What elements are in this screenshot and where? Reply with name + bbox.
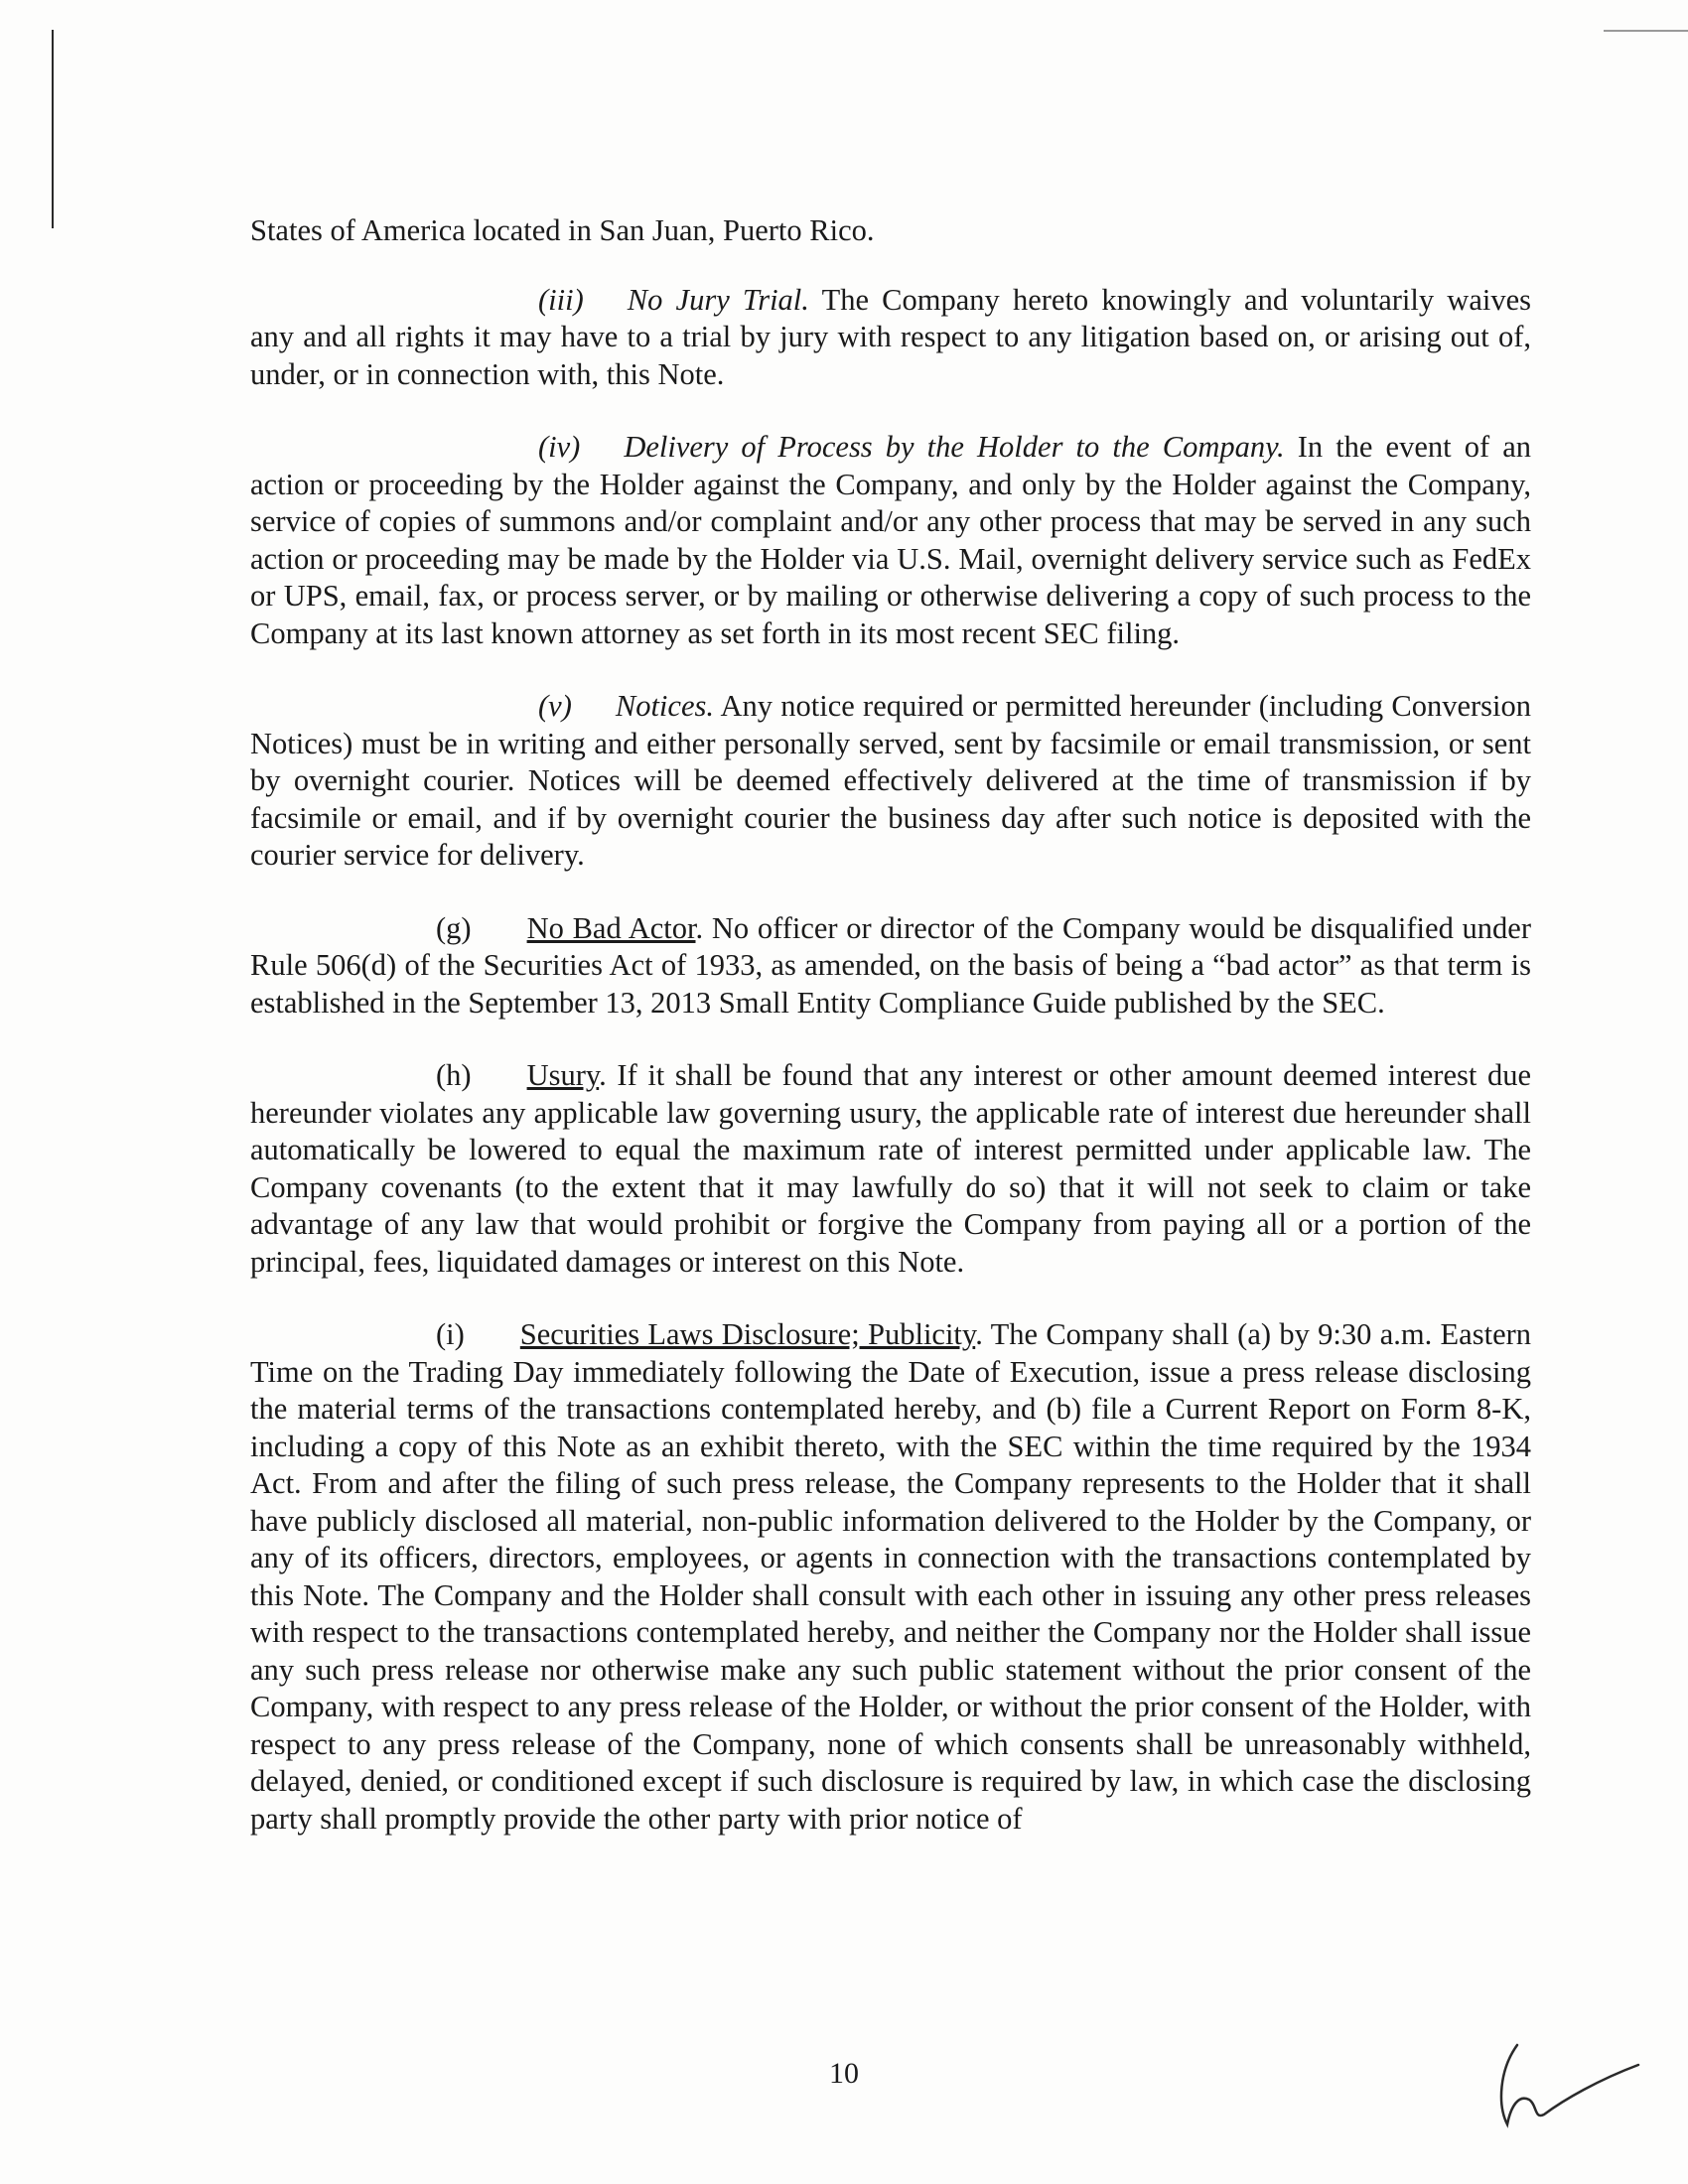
scan-corner-line (1604, 30, 1688, 32)
paragraph-heading: Usury (526, 1058, 600, 1092)
paragraph-notices (250, 688, 1531, 875)
paragraph-no-jury-trial (250, 282, 1531, 394)
paragraph-securities-disclosure: (i) Securities Laws Disclosure; Publicity. The Company shall (a) by 9:30 a.m. Eastern Time on the Trading Day immediately following the Date of Execution, issue a press release disclosing the material terms of the transactions contemplated hereby, and (b) file a Current Report on Form 8-K, including a copy of this Note as an exhibit thereto, with the SEC within the time required by the 1934 Act. From and after the filing of such press release, the Company represents to the Holder that it shall have publicly disclosed all material, non-public information delivered to the Holder by the Company, or any of its officers, directors, employees, or agents in connection with the transactions contemplated by this Note. The Company and the Holder shall consult with each other in issuing any other press releases with respect to the transactions contemplated hereby, and neither the Company nor the Holder shall issue any such press release nor otherwise make any such public statement without the prior consent of the Company, with respect to any press release of the Holder, or without the prior consent of the Holder, with respect to any press release of the Company, none of which consents shall be unreasonably withheld, delayed, denied, or conditioned except if such disclosure is required by law, in which case the disclosing party shall promptly provide the other party with prior notice of (250, 1317, 1532, 1836)
page-number: 10 (829, 2057, 859, 2090)
paragraph-heading: No Bad Actor (526, 910, 696, 945)
paragraph-heading: Delivery of Process by the Holder to the Company. (624, 430, 1285, 464)
paragraph-continuation: States of America located in San Juan, Puerto Rico. (250, 213, 875, 247)
paragraph-text: If it shall be found that any interest or other amount deemed interest due hereunder violates any applicable law governing usury, the applicable rate of interest due hereunder shall automatically be lowered to equal the maximum rate of interest permitted under applicable law. The Company covenants (to the extent that it may lawfully do so) that it will not seek to claim or take advantage of any law that would prohibit or forgive the Company from paying all or a portion of the principal, fees, liquidated damages or interest on this Note. (250, 1058, 1532, 1279)
paragraph-no-bad-actor: (g) No Bad Actor. No officer or director of the Company would be disqualified under Rule 506(d) of the Securities Act of 1933, as amended, on the basis of being a “bad actor” as that term is established in the September 13, 2013 Small Entity Compliance Guide published by the SEC. (250, 910, 1531, 1020)
paragraph-usury: (h) Usury. If it shall be found that any interest or other amount deemed interest due hereunder violates any applicable law governing usury, the applicable rate of interest due hereunder shall automatically be lowered to equal the maximum rate of interest permitted under applicable law. The Company covenants (to the extent that it may lawfully do so) that it will not seek to claim or take advantage of any law that would prohibit or forgive the Company from paying all or a portion of the principal, fees, liquidated damages or interest on this Note. (250, 1058, 1532, 1279)
paragraph-heading: Securities Laws Disclosure; Publicity (519, 1317, 976, 1351)
paragraph-number: (h) (436, 1058, 472, 1092)
paragraph-number: (iv) (538, 430, 581, 464)
paragraph-heading: Notices. (615, 689, 714, 723)
paragraph-heading: No Jury Trial. (627, 282, 809, 317)
paragraph-delivery-of-process (250, 429, 1531, 652)
paragraph-text: The Company shall (a) by 9:30 a.m. Eastern Time on the Trading Day immediately following the Date of Execution, issue a press release disclosing the material terms of the transactions contemplated hereby, and (b) file a Current Report on Form 8-K, including a copy of this Note as an exhibit thereto, with the SEC within the time required by the 1934 Act. From and after the filing of such press release, the Company represents to the Holder that it shall have publicly disclosed all material, non-public information delivered to the Holder by the Company, or any of its officers, directors, employees, or agents in connection with the transactions contemplated by this Note. The Company and the Holder shall consult with each other in issuing any other press releases with respect to the transactions contemplated hereby, and neither the Company nor the Holder shall issue any such press release nor otherwise make any such public statement without the prior consent of the Company, with respect to any press release of the Holder, or without the prior consent of the Holder, with respect to any press release of the Company, none of which consents shall be unreasonably withheld, delayed, denied, or conditioned except if such disclosure is required by law, in which case the disclosing party shall promptly provide the other party with prior notice of (250, 1317, 1532, 1836)
scan-margin-line (52, 30, 54, 228)
handwritten-initials (1489, 2025, 1658, 2134)
paragraph-number: (g) (436, 910, 472, 945)
paragraph-text: Any notice required or permitted hereunder (including Conversion Notices) must be in writing and either personally served, sent by facsimile or email transmission, or sent by overnight courier. Notices will be deemed effectively delivered at the time of transmission if by facsimile or email, and if by overnight courier the business day after such notice is deposited with the courier service for delivery. (250, 689, 1531, 872)
paragraph-text: In the event of an action or proceeding by the Holder against the Company, and only by the Holder against the Company, service of copies of summons and/or complaint and/or any other process that may be served in any such action or proceeding may be made by the Holder via U.S. Mail, overnight delivery service such as FedEx or UPS, email, fax, or process server, or by mailing or otherwise delivering a copy of such process to the Company at its last known attorney as set forth in its most recent SEC filing. (250, 430, 1532, 650)
document-body (250, 212, 1531, 1873)
paragraph-text: No officer or director of the Company would be disqualified under Rule 506(d) of the Securities Act of 1933, as amended, on the basis of being a “bad actor” as that term is established in the September 13, 2013 Small Entity Compliance Guide published by the SEC. (250, 910, 1531, 1020)
paragraph-number: (v) (538, 689, 572, 723)
paragraph-number: (iii) (538, 282, 584, 317)
paragraph-number: (i) (436, 1317, 465, 1351)
paragraph-text: The Company hereto knowingly and voluntarily waives any and all rights it may have to a trial by jury with respect to any litigation based on, or arising out of, under, or in connection with, this Note. (250, 282, 1532, 391)
